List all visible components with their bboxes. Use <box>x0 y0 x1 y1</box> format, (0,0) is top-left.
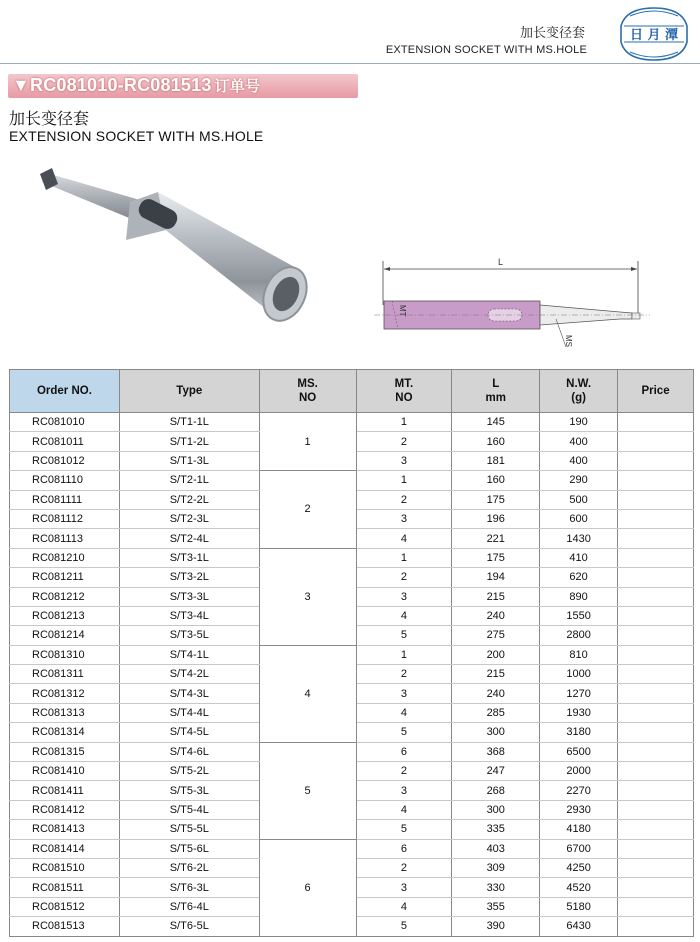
mt-no-cell: 2 <box>356 858 452 877</box>
type-cell: S/T3-2L <box>119 568 259 587</box>
product-photo <box>30 160 320 350</box>
order-no-cell: RC081011 <box>10 432 120 451</box>
length-cell: 240 <box>452 606 540 625</box>
header-label: L <box>492 378 500 390</box>
mt-no-cell: 3 <box>356 684 452 703</box>
price-cell <box>618 742 694 761</box>
type-cell: S/T2-2L <box>119 490 259 509</box>
price-cell <box>618 762 694 781</box>
length-cell: 285 <box>452 703 540 722</box>
length-cell: 181 <box>452 451 540 470</box>
order-no-cell: RC081412 <box>10 800 120 819</box>
table-header-row <box>10 370 694 413</box>
ms-no-cell: 3 <box>259 548 356 645</box>
col-price-header <box>618 370 694 413</box>
type-cell: S/T4-5L <box>119 723 259 742</box>
net-weight-cell: 4250 <box>540 858 618 877</box>
col-length-header <box>452 370 540 413</box>
type-cell: S/T3-3L <box>119 587 259 606</box>
length-cell: 268 <box>452 781 540 800</box>
order-no-cell: RC081012 <box>10 451 120 470</box>
code-range-text: ▼RC081010-RC081513 <box>12 75 212 95</box>
net-weight-cell: 190 <box>540 413 618 432</box>
type-cell: S/T5-4L <box>119 800 259 819</box>
mt-no-cell: 5 <box>356 626 452 645</box>
net-weight-cell: 2270 <box>540 781 618 800</box>
order-no-cell: RC081414 <box>10 839 120 858</box>
table-row <box>10 839 694 858</box>
type-cell: S/T2-3L <box>119 509 259 528</box>
spec-table <box>9 369 694 937</box>
mt-no-cell: 3 <box>356 587 452 606</box>
order-no-cell: RC081511 <box>10 878 120 897</box>
length-cell: 200 <box>452 645 540 664</box>
net-weight-cell: 1270 <box>540 684 618 703</box>
dimension-drawing <box>370 255 670 365</box>
type-cell: S/T3-5L <box>119 626 259 645</box>
price-cell <box>618 645 694 664</box>
order-no-cell: RC081512 <box>10 897 120 916</box>
net-weight-cell: 1550 <box>540 606 618 625</box>
dim-label-mt: MT <box>398 305 407 317</box>
type-cell: S/T6-3L <box>119 878 259 897</box>
table-row <box>10 413 694 432</box>
net-weight-cell: 2930 <box>540 800 618 819</box>
net-weight-cell: 6700 <box>540 839 618 858</box>
length-cell: 368 <box>452 742 540 761</box>
length-cell: 215 <box>452 587 540 606</box>
mt-no-cell: 5 <box>356 723 452 742</box>
header-unit: NO <box>395 392 413 404</box>
mt-no-cell: 2 <box>356 568 452 587</box>
col-mt-no-header <box>356 370 452 413</box>
mt-no-cell: 1 <box>356 548 452 567</box>
length-cell: 275 <box>452 626 540 645</box>
length-cell: 145 <box>452 413 540 432</box>
type-cell: S/T6-4L <box>119 897 259 916</box>
type-cell: S/T4-4L <box>119 703 259 722</box>
net-weight-cell: 400 <box>540 432 618 451</box>
mt-no-cell: 3 <box>356 878 452 897</box>
price-cell <box>618 878 694 897</box>
order-no-cell: RC081315 <box>10 742 120 761</box>
price-cell <box>618 626 694 645</box>
price-cell <box>618 820 694 839</box>
ms-no-cell: 2 <box>259 471 356 549</box>
net-weight-cell: 6430 <box>540 917 618 936</box>
length-cell: 175 <box>452 490 540 509</box>
price-cell <box>618 587 694 606</box>
header-title-en: EXTENSION SOCKET WITH MS.HOLE <box>385 44 587 56</box>
price-cell <box>618 432 694 451</box>
net-weight-cell: 1000 <box>540 665 618 684</box>
price-cell <box>618 529 694 548</box>
ms-no-cell: 5 <box>259 742 356 839</box>
price-cell <box>618 490 694 509</box>
ms-no-cell: 1 <box>259 413 356 471</box>
net-weight-cell: 500 <box>540 490 618 509</box>
order-no-cell: RC081213 <box>10 606 120 625</box>
order-no-cell: RC081113 <box>10 529 120 548</box>
price-cell <box>618 703 694 722</box>
net-weight-cell: 1430 <box>540 529 618 548</box>
order-no-cell: RC081211 <box>10 568 120 587</box>
header-label: N.W. <box>566 378 592 390</box>
length-cell: 240 <box>452 684 540 703</box>
mt-no-cell: 2 <box>356 665 452 684</box>
order-no-cell: RC081410 <box>10 762 120 781</box>
mt-no-cell: 2 <box>356 762 452 781</box>
type-cell: S/T5-6L <box>119 839 259 858</box>
length-cell: 215 <box>452 665 540 684</box>
header-label: MS. <box>297 378 318 390</box>
order-no-cell: RC081314 <box>10 723 120 742</box>
length-cell: 160 <box>452 471 540 490</box>
price-cell <box>618 684 694 703</box>
net-weight-cell: 600 <box>540 509 618 528</box>
ms-no-cell: 6 <box>259 839 356 936</box>
mt-no-cell: 5 <box>356 917 452 936</box>
order-no-cell: RC081312 <box>10 684 120 703</box>
type-cell: S/T2-1L <box>119 471 259 490</box>
type-cell: S/T2-4L <box>119 529 259 548</box>
order-no-cell: RC081110 <box>10 471 120 490</box>
logo-text: 日 月 潭 <box>629 28 679 43</box>
net-weight-cell: 400 <box>540 451 618 470</box>
mt-no-cell: 1 <box>356 471 452 490</box>
price-cell <box>618 548 694 567</box>
type-cell: S/T5-5L <box>119 820 259 839</box>
price-cell <box>618 568 694 587</box>
type-cell: S/T1-3L <box>119 451 259 470</box>
length-cell: 309 <box>452 858 540 877</box>
net-weight-cell: 4180 <box>540 820 618 839</box>
mt-no-cell: 6 <box>356 839 452 858</box>
length-cell: 194 <box>452 568 540 587</box>
net-weight-cell: 620 <box>540 568 618 587</box>
mt-no-cell: 4 <box>356 606 452 625</box>
mt-no-cell: 4 <box>356 897 452 916</box>
net-weight-cell: 5180 <box>540 897 618 916</box>
mt-no-cell: 3 <box>356 451 452 470</box>
price-cell <box>618 723 694 742</box>
order-no-cell: RC081111 <box>10 490 120 509</box>
type-cell: S/T3-4L <box>119 606 259 625</box>
order-no-cell: RC081214 <box>10 626 120 645</box>
table-row <box>10 471 694 490</box>
price-cell <box>618 665 694 684</box>
order-no-cell: RC081212 <box>10 587 120 606</box>
type-cell: S/T1-2L <box>119 432 259 451</box>
header-label: Order NO. <box>36 385 92 397</box>
length-cell: 355 <box>452 897 540 916</box>
order-no-cell: RC081210 <box>10 548 120 567</box>
length-cell: 221 <box>452 529 540 548</box>
col-ms-no-header <box>259 370 356 413</box>
header-label: Type <box>176 385 203 397</box>
mt-no-cell: 1 <box>356 645 452 664</box>
col-net-weight-header <box>540 370 618 413</box>
net-weight-cell: 410 <box>540 548 618 567</box>
net-weight-cell: 810 <box>540 645 618 664</box>
price-cell <box>618 451 694 470</box>
order-no-cell: RC081413 <box>10 820 120 839</box>
table-row <box>10 548 694 567</box>
net-weight-cell: 3180 <box>540 723 618 742</box>
type-cell: S/T3-1L <box>119 548 259 567</box>
order-no-cell: RC081112 <box>10 509 120 528</box>
table-row <box>10 645 694 664</box>
length-cell: 300 <box>452 723 540 742</box>
net-weight-cell: 2000 <box>540 762 618 781</box>
length-cell: 300 <box>452 800 540 819</box>
dim-label-l: L <box>498 257 504 267</box>
net-weight-cell: 2800 <box>540 626 618 645</box>
dim-label-ms: MS <box>564 335 573 347</box>
product-code-range <box>12 75 260 96</box>
mt-no-cell: 1 <box>356 413 452 432</box>
price-cell <box>618 606 694 625</box>
type-cell: S/T4-3L <box>119 684 259 703</box>
mt-no-cell: 5 <box>356 820 452 839</box>
table-row <box>10 742 694 761</box>
mt-no-cell: 4 <box>356 529 452 548</box>
order-no-cell: RC081311 <box>10 665 120 684</box>
company-logo <box>616 4 692 64</box>
length-cell: 335 <box>452 820 540 839</box>
length-cell: 196 <box>452 509 540 528</box>
length-cell: 160 <box>452 432 540 451</box>
type-cell: S/T5-3L <box>119 781 259 800</box>
price-cell <box>618 858 694 877</box>
price-cell <box>618 781 694 800</box>
header-title-cn: 加长变径套 <box>519 26 585 41</box>
type-cell: S/T5-2L <box>119 762 259 781</box>
net-weight-cell: 1930 <box>540 703 618 722</box>
price-cell <box>618 897 694 916</box>
header-unit: NO <box>298 392 317 404</box>
header-divider <box>0 63 700 64</box>
type-cell: S/T1-1L <box>119 413 259 432</box>
net-weight-cell: 290 <box>540 471 618 490</box>
price-cell <box>618 413 694 432</box>
price-cell <box>618 800 694 819</box>
order-no-cell: RC081310 <box>10 645 120 664</box>
ms-no-cell: 4 <box>259 645 356 742</box>
price-cell <box>618 509 694 528</box>
type-cell: S/T6-5L <box>119 917 259 936</box>
order-no-cell: RC081313 <box>10 703 120 722</box>
length-cell: 247 <box>452 762 540 781</box>
mt-no-cell: 4 <box>356 800 452 819</box>
length-cell: 175 <box>452 548 540 567</box>
mt-no-cell: 3 <box>356 509 452 528</box>
type-cell: S/T4-2L <box>119 665 259 684</box>
header-unit: mm <box>485 392 506 404</box>
mt-no-cell: 2 <box>356 490 452 509</box>
mt-no-cell: 2 <box>356 432 452 451</box>
order-no-cell: RC081510 <box>10 858 120 877</box>
net-weight-cell: 6500 <box>540 742 618 761</box>
length-cell: 403 <box>452 839 540 858</box>
mt-no-cell: 4 <box>356 703 452 722</box>
order-number-label: 订单号 <box>214 77 261 95</box>
net-weight-cell: 4520 <box>540 878 618 897</box>
order-no-cell: RC081513 <box>10 917 120 936</box>
col-type-header <box>119 370 259 413</box>
order-no-cell: RC081010 <box>10 413 120 432</box>
col-order-no-header <box>10 370 120 413</box>
price-cell <box>618 839 694 858</box>
length-cell: 390 <box>452 917 540 936</box>
length-cell: 330 <box>452 878 540 897</box>
product-name-en: EXTENSION SOCKET WITH MS.HOLE <box>9 128 264 144</box>
header-label: Price <box>641 385 670 397</box>
mt-no-cell: 3 <box>356 781 452 800</box>
type-cell: S/T4-6L <box>119 742 259 761</box>
price-cell <box>618 471 694 490</box>
net-weight-cell: 890 <box>540 587 618 606</box>
mt-no-cell: 6 <box>356 742 452 761</box>
type-cell: S/T4-1L <box>119 645 259 664</box>
order-no-cell: RC081411 <box>10 781 120 800</box>
header-label: MT. <box>394 378 414 390</box>
price-cell <box>618 917 694 936</box>
type-cell: S/T6-2L <box>119 858 259 877</box>
header-unit: (g) <box>571 392 586 404</box>
product-name-cn: 加长变径套 <box>9 109 90 128</box>
